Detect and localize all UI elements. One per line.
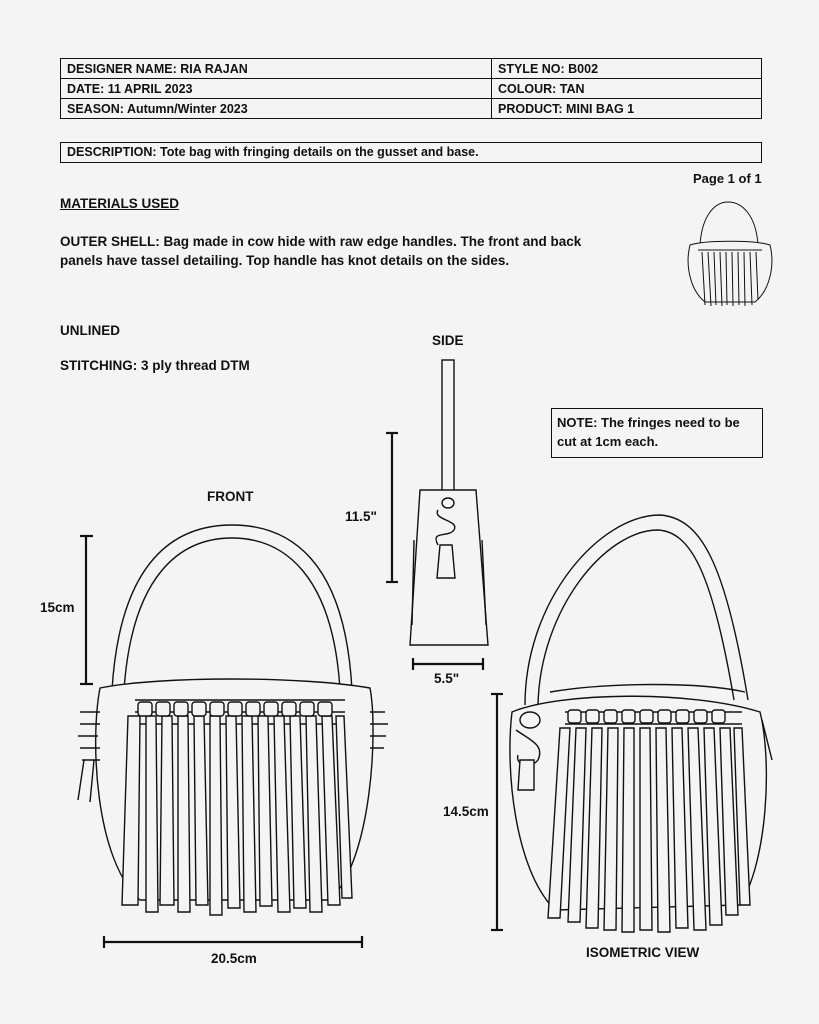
product-cell: PRODUCT: MINI BAG 1: [492, 99, 762, 119]
side-height-label: 11.5": [345, 509, 377, 524]
isometric-view-title: ISOMETRIC VIEW: [586, 945, 700, 960]
note-box: NOTE: The fringes need to be cut at 1cm each.: [551, 408, 763, 458]
front-width-label: 20.5cm: [211, 951, 257, 966]
description-box: DESCRIPTION: Tote bag with fringing details on the gusset and base.: [60, 142, 762, 163]
page-label: Page 1 of 1: [693, 171, 762, 186]
materials-heading: MATERIALS USED: [60, 196, 180, 211]
style-no-cell: STYLE NO: B002: [492, 59, 762, 79]
lining-text: UNLINED: [60, 323, 120, 338]
side-width-label: 5.5": [434, 671, 460, 686]
front-height-label: 15cm: [40, 600, 75, 615]
designer-cell: DESIGNER NAME: RIA RAJAN: [61, 59, 492, 79]
isometric-height-label: 14.5cm: [443, 804, 489, 819]
season-cell: SEASON: Autumn/Winter 2023: [61, 99, 492, 119]
side-view-title: SIDE: [432, 333, 464, 348]
colour-cell: COLOUR: TAN: [492, 79, 762, 99]
outer-shell-text: OUTER SHELL: Bag made in cow hide with raw edge handles. The front and back panels have tassel detailing. Top handle has knot details on the sides.: [60, 234, 582, 268]
date-cell: DATE: 11 APRIL 2023: [61, 79, 492, 99]
front-view-title: FRONT: [207, 489, 254, 504]
stitching-text: STITCHING: 3 ply thread DTM: [60, 358, 250, 373]
